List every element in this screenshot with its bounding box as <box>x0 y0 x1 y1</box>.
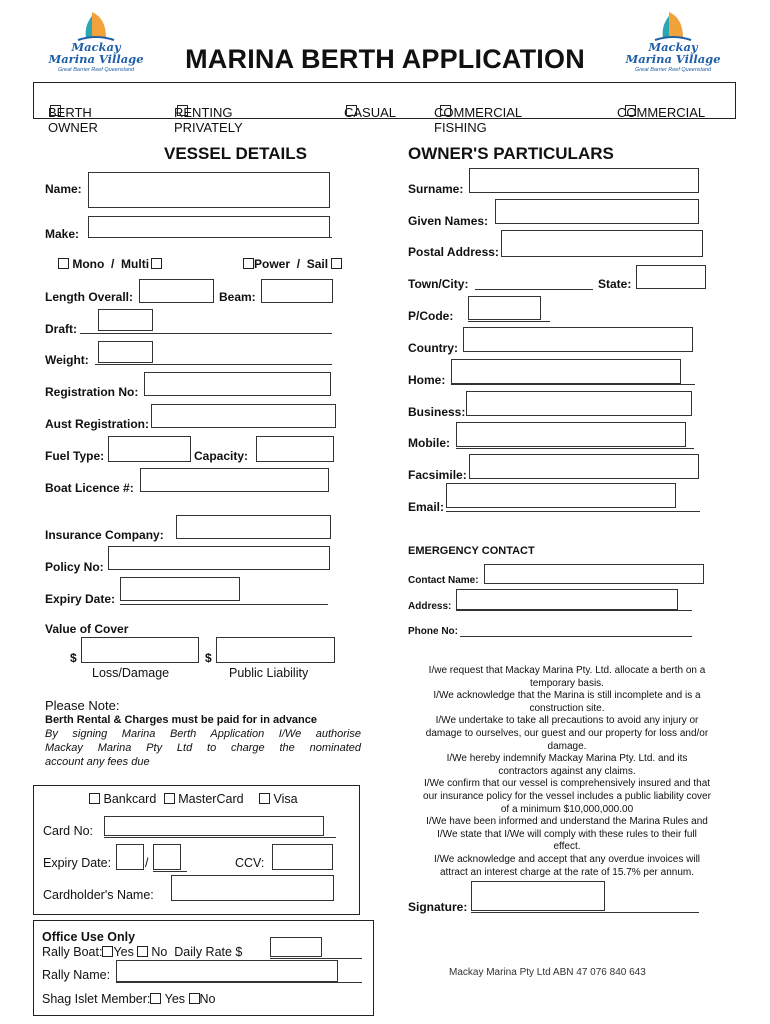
home-label: Home: <box>408 373 446 387</box>
public-liability-caption: Public Liability <box>229 666 309 680</box>
value-of-cover-label: Value of Cover <box>45 622 129 636</box>
declaration-line: temporary basis. <box>530 677 604 689</box>
expiry-month-field[interactable] <box>116 844 144 870</box>
note-line: By signing Marina Berth Application I/We authorise <box>45 728 361 740</box>
weight-label: Weight: <box>45 353 89 367</box>
logo-name-2: Marina Village <box>48 52 144 66</box>
note-title: Please Note: <box>45 698 120 713</box>
expiry-slash: / <box>145 856 149 870</box>
shag-islet-row <box>42 992 216 1006</box>
make-underline <box>88 237 332 238</box>
card-type-row <box>89 792 298 806</box>
signature-field[interactable] <box>471 881 605 911</box>
rally-name-label: Rally Name: <box>42 968 111 982</box>
sail-label: Sail <box>306 257 329 271</box>
commercial-fishing-checkbox[interactable] <box>440 105 451 116</box>
bankcard-checkbox[interactable] <box>89 793 100 804</box>
public-liability-field[interactable] <box>216 637 335 663</box>
draft-label: Draft: <box>45 322 77 336</box>
emergency-address-field[interactable] <box>456 589 678 610</box>
cardholder-name-field[interactable] <box>171 875 334 901</box>
shag-islet-label: Shag Islet Member: <box>42 992 151 1006</box>
note-italic <box>45 727 361 770</box>
registration-label: Registration No: <box>45 385 139 399</box>
type-label: RENTING PRIVATELY <box>174 105 243 135</box>
card-no-underline <box>104 837 336 838</box>
declaration-line: construction site. <box>529 702 605 714</box>
rally-no-checkbox[interactable] <box>137 946 148 957</box>
email-field[interactable] <box>446 483 676 508</box>
vessel-details-heading: VESSEL DETAILS <box>164 144 307 163</box>
length-overall-field[interactable] <box>139 279 214 303</box>
type-label: CASUAL <box>344 105 397 120</box>
expiry-underline <box>153 871 187 872</box>
mobile-underline <box>456 448 694 449</box>
bankcard-label: Bankcard <box>103 792 157 806</box>
yes-label: Yes <box>164 992 186 1006</box>
mastercard-checkbox[interactable] <box>164 793 175 804</box>
make-label: Make: <box>45 227 80 241</box>
weight-underline <box>95 364 332 365</box>
footer-abn: Mackay Marina Pty Ltd ABN 47 076 840 643 <box>449 967 646 978</box>
berth-owner-checkbox[interactable] <box>50 105 61 116</box>
expiry-year-field[interactable] <box>153 844 181 870</box>
propulsion-row <box>243 257 342 271</box>
dollar-sign: $ <box>205 651 212 665</box>
declaration-line: I/We hereby indemnify Mackay Marina Pty. Ltd. and its <box>446 753 688 765</box>
home-underline <box>451 384 695 385</box>
logo-tagline: Great Barrier Reef Queensland <box>57 67 135 73</box>
type-label: COMMERCIAL <box>617 105 706 120</box>
policy-no-label: Policy No: <box>45 560 104 574</box>
policy-no-field[interactable] <box>108 546 330 570</box>
mobile-field[interactable] <box>456 422 686 447</box>
card-no-label: Card No: <box>43 824 94 838</box>
declaration-line: I/We have been informed and understand the Marina Rules and <box>426 816 708 828</box>
power-checkbox[interactable] <box>243 258 254 269</box>
type-label: BERTH OWNER <box>48 105 98 135</box>
no-label: No <box>199 992 216 1006</box>
aust-registration-label: Aust Registration: <box>45 417 150 431</box>
rally-name-field[interactable] <box>116 960 338 982</box>
fuel-type-label: Fuel Type: <box>45 449 105 463</box>
shag-yes-checkbox[interactable] <box>150 993 161 1004</box>
contact-name-label: Contact Name: <box>408 575 479 586</box>
declaration-line: I/we request that Mackay Marina Pty. Ltd. allocate a berth on a <box>428 665 706 676</box>
capacity-field[interactable] <box>256 436 334 462</box>
vessel-name-field[interactable] <box>88 172 330 208</box>
sail-checkbox[interactable] <box>331 258 342 269</box>
application-type-bar <box>33 82 736 135</box>
rally-yes-checkbox[interactable] <box>102 946 113 957</box>
email-underline <box>446 511 700 512</box>
mobile-label: Mobile: <box>408 436 450 450</box>
card-expiry-label: Expiry Date: <box>43 856 112 870</box>
yes-label: Yes <box>113 945 134 959</box>
pcode-label: P/Code: <box>408 309 454 323</box>
note-bold: Berth Rental & Charges must be paid for in advance <box>45 714 318 726</box>
declaration-line: effect. <box>553 841 581 853</box>
multi-label: Multi <box>121 257 150 271</box>
email-label: Email: <box>408 500 445 514</box>
rally-boat-row <box>42 945 242 959</box>
hull-type-row <box>58 257 162 271</box>
postal-address-field[interactable] <box>501 230 703 257</box>
fuel-type-field[interactable] <box>108 436 191 462</box>
given-names-label: Given Names: <box>408 214 489 228</box>
contact-name-field[interactable] <box>484 564 704 584</box>
beam-label: Beam: <box>219 290 256 304</box>
address-underline <box>456 610 692 611</box>
state-field[interactable] <box>636 265 706 289</box>
dollar-sign: $ <box>70 651 77 665</box>
given-names-field[interactable] <box>495 199 699 224</box>
policy-expiry-field[interactable] <box>120 577 240 601</box>
home-phone-field[interactable] <box>451 359 681 384</box>
vessel-make-field[interactable] <box>88 216 330 238</box>
mono-label: Mono <box>72 257 105 271</box>
card-number-field[interactable] <box>104 816 324 836</box>
state-label: State: <box>598 277 632 291</box>
town-city-label: Town/City: <box>408 277 469 291</box>
declaration-line: I/We state that I/We will comply with these rules to their full <box>437 828 697 840</box>
separator: / <box>111 257 115 271</box>
payment-box <box>33 785 360 915</box>
declaration-line: contractors against any claims. <box>498 765 636 777</box>
logo-name-2: Marina Village <box>625 52 721 66</box>
country-field[interactable] <box>463 327 693 352</box>
page-title: MARINA BERTH APPLICATION <box>185 44 585 74</box>
signature-underline <box>471 912 699 913</box>
draft-underline <box>80 333 332 334</box>
registration-field[interactable] <box>144 372 331 396</box>
no-label: No <box>151 945 168 959</box>
rally-name-underline <box>116 982 362 983</box>
note-line: Mackay Marina Pty Ltd to charge the nominated <box>45 742 361 755</box>
separator: / <box>296 257 301 271</box>
beam-field[interactable] <box>261 279 333 303</box>
ccv-label: CCV: <box>235 856 265 870</box>
boat-licence-field[interactable] <box>140 468 329 492</box>
visa-checkbox[interactable] <box>259 793 270 804</box>
town-underline[interactable] <box>475 289 593 290</box>
daily-rate-label: Daily Rate $ <box>174 945 243 959</box>
power-label: Power <box>254 257 291 271</box>
declaration-line: damage to ourselves, our guest and our property for loss and/or <box>425 727 709 739</box>
insurance-company-field[interactable] <box>176 515 331 539</box>
emergency-phone-label: Phone No: <box>408 626 458 637</box>
weight-field[interactable] <box>98 341 153 363</box>
logo-name-1: Mackay <box>71 40 121 54</box>
emergency-phone-field[interactable] <box>460 636 692 637</box>
length-overall-label: Length Overall: <box>45 290 134 304</box>
business-phone-field[interactable] <box>466 391 692 416</box>
declaration-line: I/We acknowledge that the Marina is still incomplete and is a <box>433 690 701 702</box>
expiry-underline <box>120 604 328 605</box>
loss-damage-field[interactable] <box>81 637 199 663</box>
rally-boat-label: Rally Boat: <box>42 945 103 959</box>
name-label: Name: <box>45 182 82 196</box>
declaration-line: damage. <box>547 740 587 752</box>
shag-no-checkbox[interactable] <box>189 993 200 1004</box>
daily-rate-underline <box>270 958 362 959</box>
facsimile-field[interactable] <box>469 454 699 479</box>
signature-label: Signature: <box>408 900 468 914</box>
logo-name-1: Mackay <box>648 40 698 54</box>
note-line: account any fees due <box>45 756 150 769</box>
declaration-line: I/We undertake to take all precautions to avoid any injury or <box>435 715 699 727</box>
country-label: Country: <box>408 341 458 355</box>
declaration-line: I/We acknowledge and accept that any overdue invoices will <box>433 853 701 865</box>
pcode-field[interactable] <box>468 296 541 320</box>
emergency-contact-heading: EMERGENCY CONTACT <box>408 545 535 557</box>
declaration-text <box>402 665 732 879</box>
declaration-line: attract an interest charge at the rate of 15.7% per annum. <box>439 866 695 878</box>
boat-licence-label: Boat Licence #: <box>45 481 134 495</box>
insurance-company-label: Insurance Company: <box>45 528 164 542</box>
declaration-line: our insurance policy for the vessel includes a public liability cover <box>423 790 711 802</box>
cardholder-label: Cardholder's Name: <box>43 888 154 902</box>
multi-checkbox[interactable] <box>151 258 162 269</box>
declaration-line: of a minimum $10,000,000.00 <box>500 803 634 815</box>
visa-label: Visa <box>273 792 298 806</box>
declaration-line: I/We confirm that our vessel is comprehensively insured and that <box>423 778 711 790</box>
expiry-date-label: Expiry Date: <box>45 592 116 606</box>
ccv-field[interactable] <box>272 844 333 870</box>
mono-checkbox[interactable] <box>58 258 69 269</box>
postal-address-label: Postal Address: <box>408 245 499 259</box>
office-use-title: Office Use Only <box>42 930 136 944</box>
office-use-box <box>33 920 374 1016</box>
casual-checkbox[interactable] <box>346 105 357 116</box>
aust-registration-field[interactable] <box>151 404 336 428</box>
draft-field[interactable] <box>98 309 153 331</box>
logo-tagline: Great Barrier Reef Queensland <box>634 67 712 73</box>
commercial-checkbox[interactable] <box>625 105 636 116</box>
business-label: Business: <box>408 405 466 419</box>
loss-damage-caption: Loss/Damage <box>92 666 170 680</box>
daily-rate-field[interactable] <box>270 937 322 957</box>
surname-field[interactable] <box>469 168 699 193</box>
owners-particulars-heading: OWNER'S PARTICULARS <box>408 144 614 163</box>
facsimile-label: Facsimile: <box>408 468 467 482</box>
emergency-address-label: Address: <box>408 601 452 612</box>
surname-label: Surname: <box>408 182 464 196</box>
type-label: COMMERCIAL FISHING <box>434 105 522 135</box>
renting-privately-checkbox[interactable] <box>177 105 188 116</box>
mastercard-label: MasterCard <box>178 792 244 806</box>
capacity-label: Capacity: <box>194 449 249 463</box>
pcode-underline <box>468 321 550 322</box>
